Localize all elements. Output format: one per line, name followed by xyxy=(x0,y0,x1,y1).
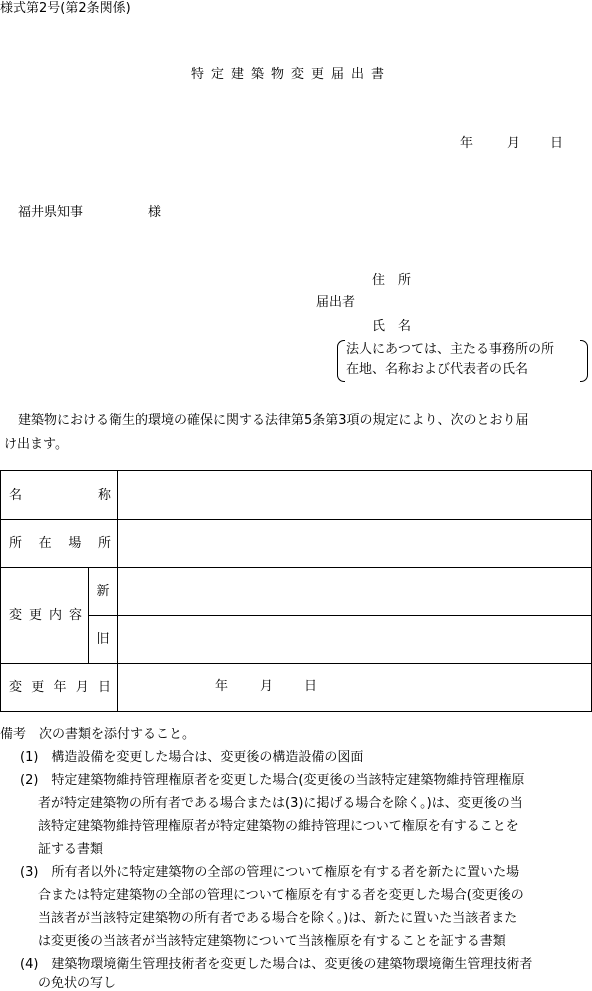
table-row xyxy=(1,520,592,568)
table-row xyxy=(1,664,592,712)
label-char: 所 xyxy=(97,536,111,551)
new-label: 新 xyxy=(89,568,118,616)
label-char: 場 xyxy=(68,536,82,551)
date-month-label: 月 xyxy=(507,136,521,151)
change-form-table xyxy=(0,470,592,712)
remarks-heading: 備考 次の書類を添付すること。 xyxy=(0,727,196,742)
label-char: 年 xyxy=(53,680,67,695)
new-content-field[interactable] xyxy=(118,568,592,616)
notifier-label: 届出者 xyxy=(316,295,356,310)
remarks-item-2-cont: 者が特定建築物の所有者である場合または(3)に掲げる場合を除く。)は、変更後の当 xyxy=(38,796,523,811)
label-char: 容 xyxy=(68,608,82,623)
label-char: 日 xyxy=(97,680,111,695)
remarks-item-4: (4) 建築物環境衛生管理技術者を変更した場合は、変更後の建築物環境衛生管理技術者 xyxy=(20,957,533,972)
change-content-label xyxy=(1,568,89,664)
label-char: 月 xyxy=(75,680,89,695)
remarks-item-3-cont: は変更後の当該者が当該特定建築物について当該権原を有することを証する書類 xyxy=(38,934,506,949)
page-title: 特定建築物変更届出書 xyxy=(191,67,392,82)
form-number: 様式第2号(第2条関係) xyxy=(0,1,131,16)
corporate-note-line2: 在地、名称および代表者の氏名 xyxy=(346,362,529,377)
intro-line2: け出ます。 xyxy=(4,437,68,452)
name-row-label xyxy=(1,471,118,520)
remarks-item-3-cont: 当該者が当該特定建築物の所有者である場合を除く。)は、新たに置いた当該者また xyxy=(38,911,518,926)
remarks-item-2-cont: 証する書類 xyxy=(38,842,104,857)
left-bracket xyxy=(337,340,345,382)
remarks-item-3: (3) 所有者以外に特定建築物の全部の管理について権原を有する者を新たに置いた場 xyxy=(20,865,520,880)
location-row-label xyxy=(1,520,118,568)
old-label: 旧 xyxy=(89,616,118,664)
label-char: 在 xyxy=(38,536,52,551)
remarks-item-3-cont: 合または特定建築物の全部の管理について権原を有する者を変更した場合(変更後の xyxy=(38,888,524,903)
change-date-month: 月 xyxy=(260,679,274,694)
address-label: 住 所 xyxy=(372,273,412,288)
name-field[interactable] xyxy=(118,471,592,520)
table-row xyxy=(1,568,592,616)
name-label: 氏 名 xyxy=(372,319,412,334)
corporate-note xyxy=(337,340,588,380)
label-char: 更 xyxy=(31,680,45,695)
intro-line1: 建築物における衛生的環境の確保に関する法律第5条第3項の規定により、次のとおり届 xyxy=(18,413,529,428)
addressee-honorific: 様 xyxy=(148,205,162,220)
table-row xyxy=(1,471,592,520)
location-field[interactable] xyxy=(118,520,592,568)
remarks-item-2-cont: 該特定建築物維持管理権原者が特定建築物の維持管理について権原を有することを xyxy=(38,819,519,834)
corporate-note-line1: 法人にあつては、主たる事務所の所 xyxy=(346,342,555,357)
remarks-item-2: (2) 特定建築物維持管理権原者を変更した場合(変更後の当該特定建築物維持管理権原 xyxy=(20,773,525,788)
old-content-field[interactable] xyxy=(118,616,592,664)
remarks-item-1: (1) 構造設備を変更した場合は、変更後の構造設備の図面 xyxy=(20,750,364,765)
label-char: 変 xyxy=(9,608,23,623)
label-char: 所 xyxy=(9,536,23,551)
date-day-label: 日 xyxy=(550,136,564,151)
addressee-name: 福井県知事 xyxy=(18,205,84,220)
change-date-day: 日 xyxy=(304,679,318,694)
label-char: 変 xyxy=(9,680,23,695)
date-year-label: 年 xyxy=(460,136,474,151)
remarks-item-4-cont: の免状の写し xyxy=(38,976,117,991)
change-date-year: 年 xyxy=(215,679,229,694)
right-bracket xyxy=(580,340,588,382)
label-char: 内 xyxy=(48,608,62,623)
label-char: 名 xyxy=(9,487,23,503)
label-char: 称 xyxy=(97,487,111,503)
change-date-field[interactable] xyxy=(118,664,592,712)
table-row xyxy=(1,616,592,664)
change-date-label xyxy=(1,664,118,712)
label-char: 更 xyxy=(28,608,42,623)
